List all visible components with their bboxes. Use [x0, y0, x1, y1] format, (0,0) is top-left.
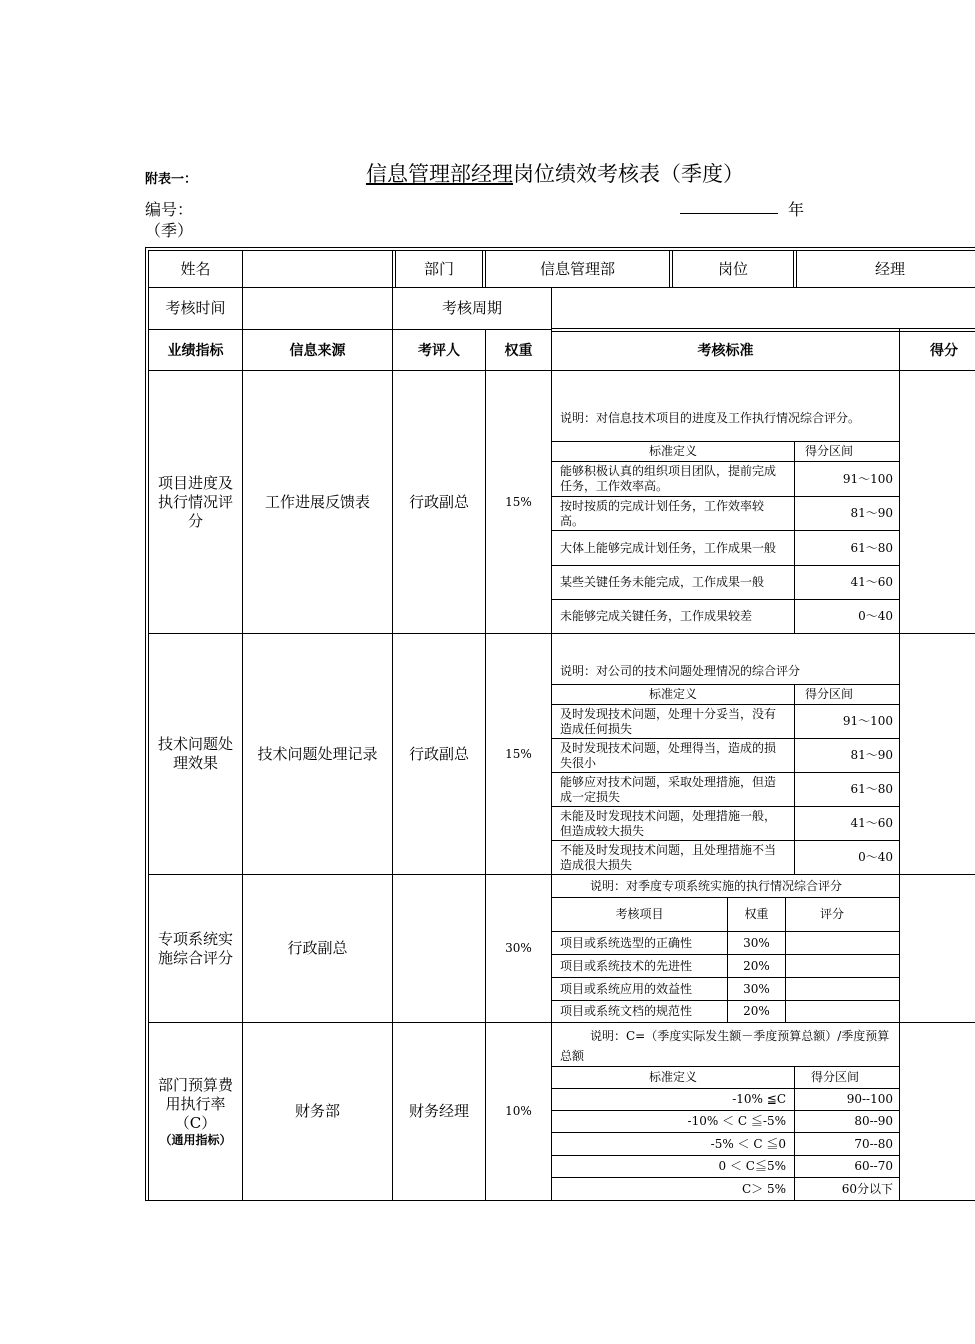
subhead-item: 考核项目: [615, 907, 664, 921]
kpi-assessor: 行政副总: [408, 744, 469, 763]
subhead-def: 标准定义: [648, 444, 697, 458]
col-source: 信息来源: [289, 342, 346, 359]
kpi-score[interactable]: [900, 634, 975, 874]
subhead-weight: 权重: [744, 907, 769, 921]
kpi-note: 说明：对公司的技术问题处理情况的综合评分: [560, 663, 801, 678]
kpi-source: 行政副总: [287, 939, 348, 957]
item-weight: 20%: [743, 958, 770, 973]
standard-score: 91～100: [842, 714, 893, 728]
subhead-score: 得分区间: [805, 687, 854, 701]
standard-def: 某些关键任务未能完成，工作成果一般: [560, 575, 765, 589]
item-name: 项目或系统应用的效益性: [560, 981, 693, 996]
standard-def: 0 ＜ C≦5%: [718, 1159, 786, 1173]
kpi-assessor: 财务经理: [408, 1102, 469, 1120]
appendix-label: 附表一：: [145, 172, 198, 187]
kpi-source: 财务部: [294, 1102, 340, 1120]
kpi-source: 技术问题处理记录: [257, 744, 378, 763]
subhead-rating: 评分: [820, 907, 845, 921]
subhead-def: 标准定义: [648, 1070, 697, 1084]
name-label: 姓名: [180, 259, 211, 278]
year-blank[interactable]: [680, 213, 778, 214]
name-value[interactable]: [243, 251, 392, 287]
col-assessor: 考评人: [418, 342, 460, 359]
standard-score: 91～100: [842, 471, 893, 486]
standard-score: 81～90: [850, 506, 893, 520]
kpi-note: 说明：对季度专项系统实施的执行情况综合评分: [590, 878, 843, 893]
standard-def: 大体上能够完成计划任务，工作成果一般: [560, 540, 777, 555]
item-name: 项目或系统技术的先进性: [560, 958, 693, 973]
standard-def: -10% ＜ C ≦-5%: [687, 1114, 786, 1128]
page-title: [366, 158, 744, 188]
standard-score: 80--90: [854, 1114, 893, 1128]
kpi-name: 项目进度及执行情况评分: [157, 473, 233, 530]
item-weight: 20%: [743, 1004, 770, 1018]
standard-score: 90--100: [846, 1092, 893, 1106]
standard-def: 按时按质的完成计划任务，工作效率较高。: [560, 498, 765, 528]
standard-score: 61～80: [850, 782, 893, 796]
kpi-score[interactable]: [900, 371, 975, 633]
standard-def: 未能够完成关键任务，工作成果较差: [560, 609, 753, 623]
standard-score: 0～40: [858, 850, 893, 864]
item-rating[interactable]: [786, 955, 899, 977]
subhead-score: 得分区间: [811, 1070, 860, 1084]
standard-def: -5% ＜ C ≦0: [710, 1136, 786, 1151]
standard-score: 60--70: [854, 1159, 893, 1173]
kpi-weight: 15%: [505, 746, 532, 761]
kpi-name-block: [149, 1023, 242, 1200]
time-value[interactable]: [243, 288, 392, 329]
kpi-assessor: 行政副总: [408, 492, 469, 511]
kpi-name: 技术问题处理效果: [157, 735, 233, 772]
kpi-source: 工作进展反馈表: [264, 492, 370, 511]
assessment-table: [145, 247, 975, 1201]
standard-def: -10% ≦C: [732, 1092, 786, 1106]
year-label: 年: [788, 200, 805, 219]
kpi-score[interactable]: [900, 1023, 975, 1200]
item-name: 项目或系统选型的正确性: [560, 935, 693, 950]
title-rest: 岗位绩效考核表（季度）: [513, 162, 744, 186]
item-weight: 30%: [743, 935, 770, 950]
kpi-note: 说明：C=（季度实际发生额－季度预算总额）/季度预算总额: [560, 1029, 890, 1063]
standard-score: 61～80: [850, 540, 893, 555]
standard-score: 60分以下: [841, 1181, 893, 1196]
dept-label: 部门: [423, 259, 454, 278]
standard-def: 能够积极认真的组织项目团队，提前完成任务，工作效率高。: [560, 464, 777, 493]
col-score: 得分: [930, 342, 958, 359]
kpi-name-note: （通用指标）: [159, 1132, 232, 1147]
subhead-score: 得分区间: [805, 444, 854, 458]
season-label: （季）: [145, 221, 194, 240]
col-standard: 考核标准: [697, 342, 754, 359]
kpi-score[interactable]: [900, 875, 975, 1022]
code-label: 编号：: [145, 200, 194, 219]
standard-def: 及时发现技术问题，处理十分妥当，没有造成任何损失: [560, 706, 777, 736]
item-rating[interactable]: [786, 978, 899, 1000]
standard-score: 41～60: [850, 575, 893, 589]
kpi-assessor: [393, 875, 485, 1022]
time-label: 考核时间: [165, 299, 226, 317]
kpi-weight: 10%: [505, 1104, 532, 1118]
subhead-def: 标准定义: [648, 687, 697, 701]
period-value[interactable]: [552, 288, 975, 328]
post-label: 岗位: [717, 259, 748, 278]
title-department: 信息管理部经理: [366, 162, 513, 186]
standard-def: 能够应对技术问题，采取处理措施，但造成一定损失: [560, 774, 777, 804]
item-rating[interactable]: [786, 932, 899, 954]
standard-def: 未能及时发现技术问题，处理措施一般，但造成较大损失: [560, 808, 777, 838]
dept-value: 信息管理部: [539, 259, 615, 278]
standard-score: 81～90: [850, 748, 893, 762]
standard-def: 及时发现技术问题，处理得当，造成的损失很小: [560, 740, 777, 770]
kpi-weight: 15%: [505, 494, 532, 509]
kpi-name: 专项系统实施综合评分: [157, 929, 233, 967]
item-weight: 30%: [743, 981, 770, 996]
col-kpi: 业绩指标: [167, 342, 224, 359]
kpi-weight: 30%: [505, 941, 532, 955]
standard-score: 41～60: [850, 816, 893, 830]
period-label: 考核周期: [441, 299, 502, 317]
item-name: 项目或系统文档的规范性: [560, 1004, 693, 1018]
col-weight: 权重: [504, 342, 533, 359]
post-value: 经理: [875, 259, 906, 278]
standard-score: 0～40: [858, 609, 893, 623]
kpi-name: 部门预算费用执行率（C）: [157, 1075, 233, 1132]
standard-score: 70--80: [854, 1136, 893, 1151]
standard-def: 不能及时发现技术问题，且处理措施不当造成很大损失: [560, 842, 777, 872]
kpi-note: 说明：对信息技术项目的进度及工作执行情况综合评分。: [560, 410, 861, 425]
standard-def: C＞ 5%: [741, 1181, 786, 1196]
item-rating[interactable]: [786, 1001, 899, 1022]
